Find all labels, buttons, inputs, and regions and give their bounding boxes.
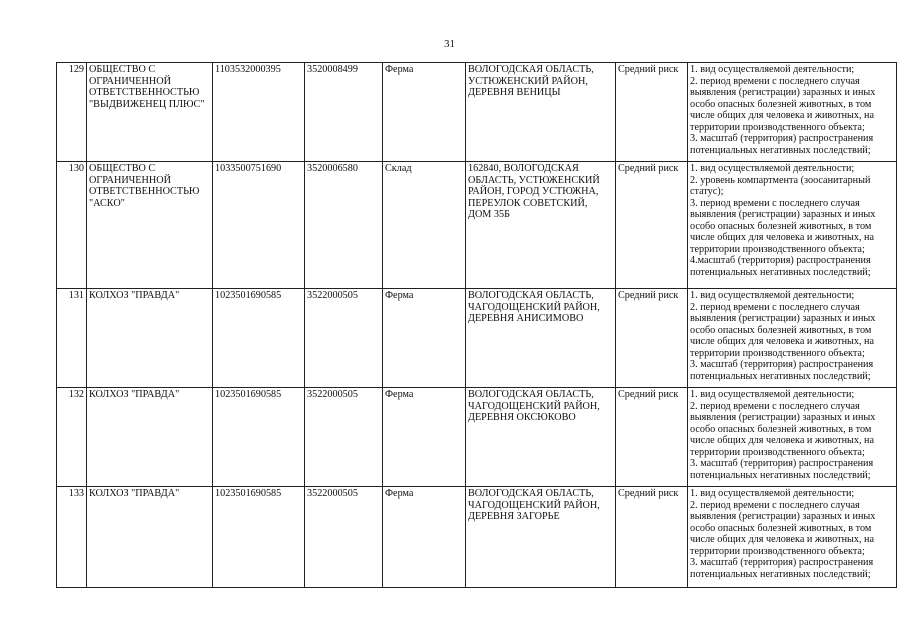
object-type-cell: Склад xyxy=(383,162,466,289)
registry-table xyxy=(56,62,897,588)
criteria-cell xyxy=(688,487,897,588)
organization-name: КОЛХОЗ "ПРАВДА" xyxy=(87,388,213,487)
risk-category-cell: Средний риск xyxy=(616,63,688,162)
table-row xyxy=(57,487,897,588)
risk-category-cell: Средний риск xyxy=(616,388,688,487)
row-number: 133 xyxy=(57,487,87,588)
row-number: 131 xyxy=(57,289,87,388)
object-type-cell: Ферма xyxy=(383,289,466,388)
criterion-item: 2. период времени с последнего случая выявления (регистрации) заразных и иных особо опасных болезней животных, в том числе общих для человека и животных, на территории производственного объекта; xyxy=(690,400,876,458)
criterion-item: 3. масштаб (территория) распространения потенциальных негативных последствий; xyxy=(690,359,874,382)
address-cell: ВОЛОГОДСКАЯ ОБЛАСТЬ, ЧАГОДОЩЕНСКИЙ РАЙОН, ДЕРЕВНЯ ЗАГОРЬЕ xyxy=(466,487,616,588)
inn-cell: 3522000505 xyxy=(305,289,383,388)
risk-category-cell: Средний риск xyxy=(616,487,688,588)
address-cell: 162840, ВОЛОГОДСКАЯ ОБЛАСТЬ, УСТЮЖЕНСКИЙ РАЙОН, ГОРОД УСТЮЖНА, ПЕРЕУЛОК СОВЕТСКИЙ, ДОМ 35Б xyxy=(466,162,616,289)
criteria-cell xyxy=(688,162,897,289)
criterion-item: 2. период времени с последнего случая выявления (регистрации) заразных и иных особо опасных болезней животных, в том числе общих для человека и животных, на территории производственного объекта; xyxy=(690,499,876,557)
risk-category-cell: Средний риск xyxy=(616,289,688,388)
address-cell: ВОЛОГОДСКАЯ ОБЛАСТЬ, ЧАГОДОЩЕНСКИЙ РАЙОН, ДЕРЕВНЯ ОКСЮКОВО xyxy=(466,388,616,487)
criterion-item: 3. масштаб (территория) распространения потенциальных негативных последствий; xyxy=(690,458,874,481)
row-number: 129 xyxy=(57,63,87,162)
address-cell: ВОЛОГОДСКАЯ ОБЛАСТЬ, УСТЮЖЕНСКИЙ РАЙОН, ДЕРЕВНЯ ВЕНИЦЫ xyxy=(466,63,616,162)
criterion-item: 3. масштаб (территория) распространения потенциальных негативных последствий; xyxy=(690,133,874,156)
criteria-cell xyxy=(688,289,897,388)
object-type-cell: Ферма xyxy=(383,388,466,487)
table-row xyxy=(57,63,897,162)
object-type-cell: Ферма xyxy=(383,487,466,588)
criterion-item: 1. вид осуществляемой деятельности; xyxy=(690,290,855,301)
criterion-item: 3. период времени с последнего случая выявления (регистрации) заразных и иных особо опасных болезней животных, в том числе общих для человека и животных, на территории производственного объекта; xyxy=(690,197,876,255)
inn-cell: 3520008499 xyxy=(305,63,383,162)
risk-category-cell: Средний риск xyxy=(616,162,688,289)
organization-name: КОЛХОЗ "ПРАВДА" xyxy=(87,487,213,588)
row-number: 132 xyxy=(57,388,87,487)
ogrn-cell: 1103532000395 xyxy=(213,63,305,162)
organization-name: КОЛХОЗ "ПРАВДА" xyxy=(87,289,213,388)
inn-cell: 3522000505 xyxy=(305,388,383,487)
criterion-item: 1. вид осуществляемой деятельности; xyxy=(690,389,855,400)
inn-cell: 3520006580 xyxy=(305,162,383,289)
table-row xyxy=(57,162,897,289)
criterion-item: 2. уровень компартмента (зоосанитарный статус); xyxy=(690,174,871,197)
table-row xyxy=(57,289,897,388)
organization-name: ОБЩЕСТВО С ОГРАНИЧЕННОЙ ОТВЕТСТВЕННОСТЬЮ "ВЫДВИЖЕНЕЦ ПЛЮС" xyxy=(87,63,213,162)
page-number: 31 xyxy=(444,38,455,50)
criterion-item: 1. вид осуществляемой деятельности; xyxy=(690,163,855,174)
criteria-cell xyxy=(688,63,897,162)
ogrn-cell: 1023501690585 xyxy=(213,388,305,487)
ogrn-cell: 1033500751690 xyxy=(213,162,305,289)
ogrn-cell: 1023501690585 xyxy=(213,487,305,588)
criterion-item: 1. вид осуществляемой деятельности; xyxy=(690,64,855,75)
address-cell: ВОЛОГОДСКАЯ ОБЛАСТЬ, ЧАГОДОЩЕНСКИЙ РАЙОН, ДЕРЕВНЯ АНИСИМОВО xyxy=(466,289,616,388)
criterion-item: 1. вид осуществляемой деятельности; xyxy=(690,488,855,499)
object-type-cell: Ферма xyxy=(383,63,466,162)
organization-name: ОБЩЕСТВО С ОГРАНИЧЕННОЙ ОТВЕТСТВЕННОСТЬЮ "АСКО" xyxy=(87,162,213,289)
criterion-item: 2. период времени с последнего случая выявления (регистрации) заразных и иных особо опасных болезней животных, в том числе общих для человека и животных, на территории производственного объекта; xyxy=(690,301,876,359)
criteria-cell xyxy=(688,388,897,487)
row-number: 130 xyxy=(57,162,87,289)
criterion-item: 2. период времени с последнего случая выявления (регистрации) заразных и иных особо опасных болезней животных, в том числе общих для человека и животных, на территории производственного объекта; xyxy=(690,75,876,133)
ogrn-cell: 1023501690585 xyxy=(213,289,305,388)
criterion-item: 4.масштаб (территория) распространения потенциальных негативных последствий; xyxy=(690,255,871,278)
criterion-item: 3. масштаб (территория) распространения потенциальных негативных последствий; xyxy=(690,557,874,580)
inn-cell: 3522000505 xyxy=(305,487,383,588)
table-row xyxy=(57,388,897,487)
